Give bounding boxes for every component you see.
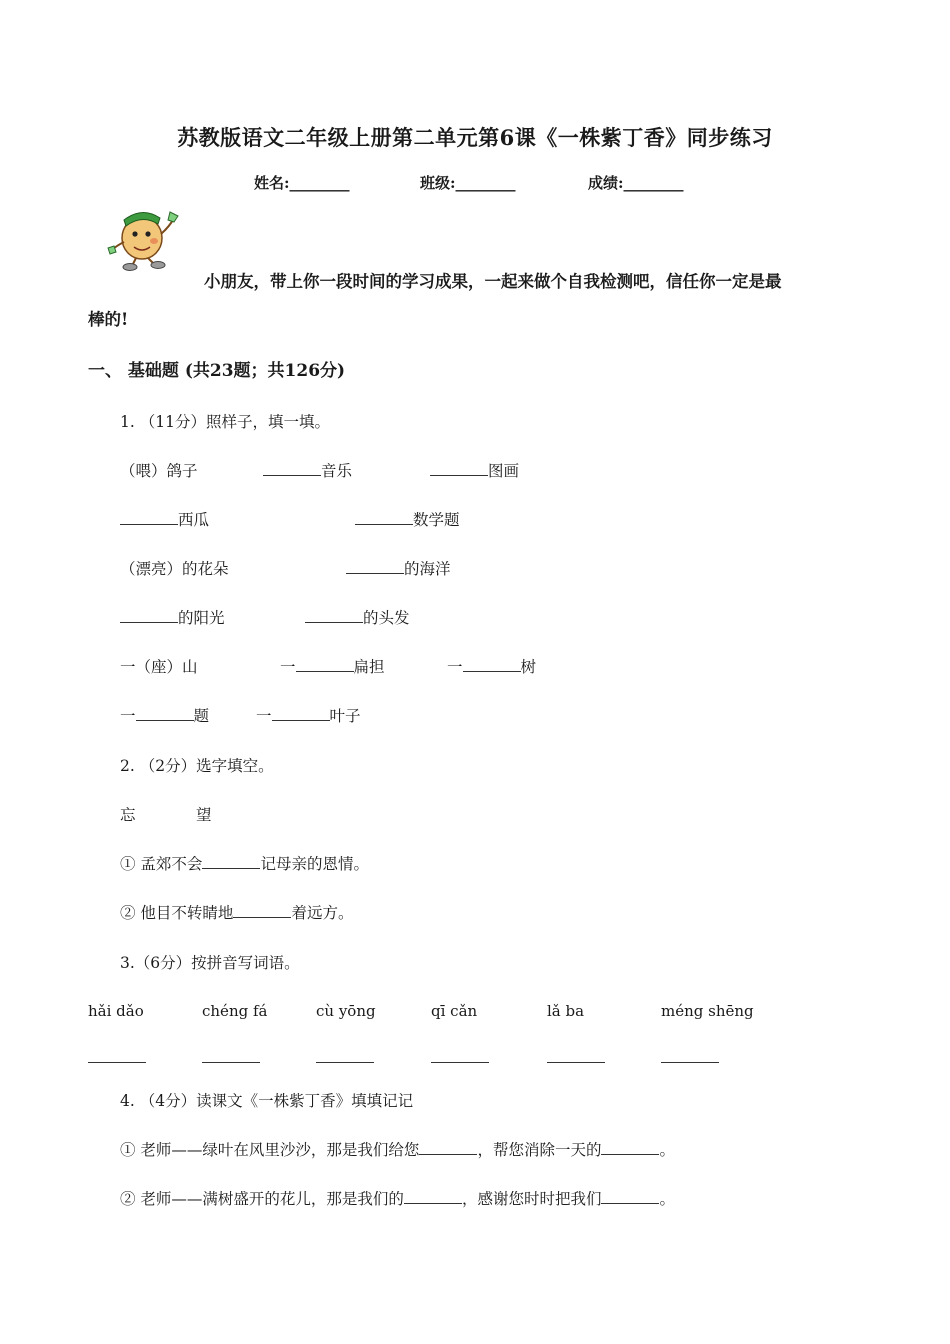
q1-r6-item2: 一 叶子 (256, 707, 361, 725)
page-title: 苏教版语文二年级上册第二单元第6课《一株紫丁香》同步练习 (177, 125, 773, 150)
answer-blank[interactable] (463, 657, 521, 672)
q1-r5-example: 一（座）山 (120, 658, 198, 676)
answer-blank[interactable] (404, 1189, 462, 1204)
answer-blank[interactable] (430, 461, 488, 476)
mascot-illustration (104, 204, 190, 272)
q1-r4-item1: 的阳光 (120, 606, 225, 628)
pinyin-3: cù yōng (316, 1002, 376, 1020)
q2-char-option-1: 忘 (120, 806, 136, 824)
q4-prompt: 4. （4分）读课文《一株紫丁香》填填记记 (120, 1092, 414, 1110)
q4-line-1: ① 老师——绿叶在风里沙沙，那是我们给您 ，帮您消除一天的 。 (120, 1141, 675, 1159)
q1-r2-item2: 数学题 (355, 508, 460, 530)
answer-blank[interactable] (296, 657, 354, 672)
pinyin-1: hǎi dǎo (88, 1002, 144, 1020)
answer-blank[interactable] (120, 510, 178, 525)
pinyin-6: méng shēng (661, 1002, 754, 1020)
q1-r1-item2: 音乐 (263, 459, 352, 481)
answer-blank[interactable] (305, 608, 363, 623)
answer-blank[interactable] (136, 706, 194, 721)
answer-blank[interactable] (346, 559, 404, 574)
q3-prompt: 3.（6分）按拼音写词语。 (120, 954, 300, 972)
q3-answer-blank-2[interactable] (202, 1048, 260, 1067)
answer-blank[interactable] (233, 903, 291, 918)
answer-blank[interactable] (263, 461, 321, 476)
q3-answer-blank-6[interactable] (661, 1048, 719, 1067)
q1-prompt: 1. （11分）照样子，填一填。 (120, 413, 330, 431)
q1-r3-item2: 的海洋 (346, 557, 451, 579)
q1-r2-item1: 西瓜 (120, 508, 209, 530)
pinyin-4: qī cǎn (431, 1002, 478, 1020)
q2-prompt: 2. （2分）选字填空。 (120, 757, 274, 775)
section-1-heading: 一、 基础题 (共23题；共126分) (88, 361, 346, 381)
class-field-label: 班级:________ (420, 174, 516, 192)
answer-blank[interactable] (120, 608, 178, 623)
q1-r5-item2: 一 扁担 (280, 658, 385, 676)
q2-sentence-2: ② 他目不转睛地 着远方。 (120, 904, 354, 922)
q3-answer-blank-1[interactable] (88, 1048, 146, 1067)
q1-r5-item3: 一 树 (447, 658, 537, 676)
score-field-label: 成绩:________ (588, 174, 684, 192)
answer-blank[interactable] (272, 706, 330, 721)
answer-blank[interactable] (202, 854, 260, 869)
q4-line-2: ② 老师——满树盛开的花儿，那是我们的 ，感谢您时时把我们 。 (120, 1190, 675, 1208)
q2-char-option-2: 望 (196, 806, 212, 824)
q1-r6-item1: 一 题 (120, 707, 210, 725)
answer-blank[interactable] (355, 510, 413, 525)
answer-blank[interactable] (601, 1140, 659, 1155)
q2-sentence-1: ① 孟郊不会 记母亲的恩情。 (120, 855, 369, 873)
q3-answer-blank-4[interactable] (431, 1048, 489, 1067)
name-field-label: 姓名:________ (254, 174, 350, 192)
q1-r1-item3: 图画 (430, 459, 519, 481)
greeting-line-1: 小朋友，带上你一段时间的学习成果，一起来做个自我检测吧，信任你一定是最 (204, 272, 782, 291)
q3-answer-blank-3[interactable] (316, 1048, 374, 1067)
pinyin-5: lǎ ba (547, 1002, 585, 1020)
answer-blank[interactable] (419, 1140, 477, 1155)
q1-r1-example: （喂）鸽子 (120, 462, 198, 480)
q1-r4-item2: 的头发 (305, 606, 410, 628)
q1-r3-example: （漂亮）的花朵 (120, 560, 229, 578)
answer-blank[interactable] (601, 1189, 659, 1204)
greeting-line-2: 棒的! (88, 310, 129, 329)
pinyin-2: chéng fá (202, 1002, 268, 1020)
q3-answer-blank-5[interactable] (547, 1048, 605, 1067)
